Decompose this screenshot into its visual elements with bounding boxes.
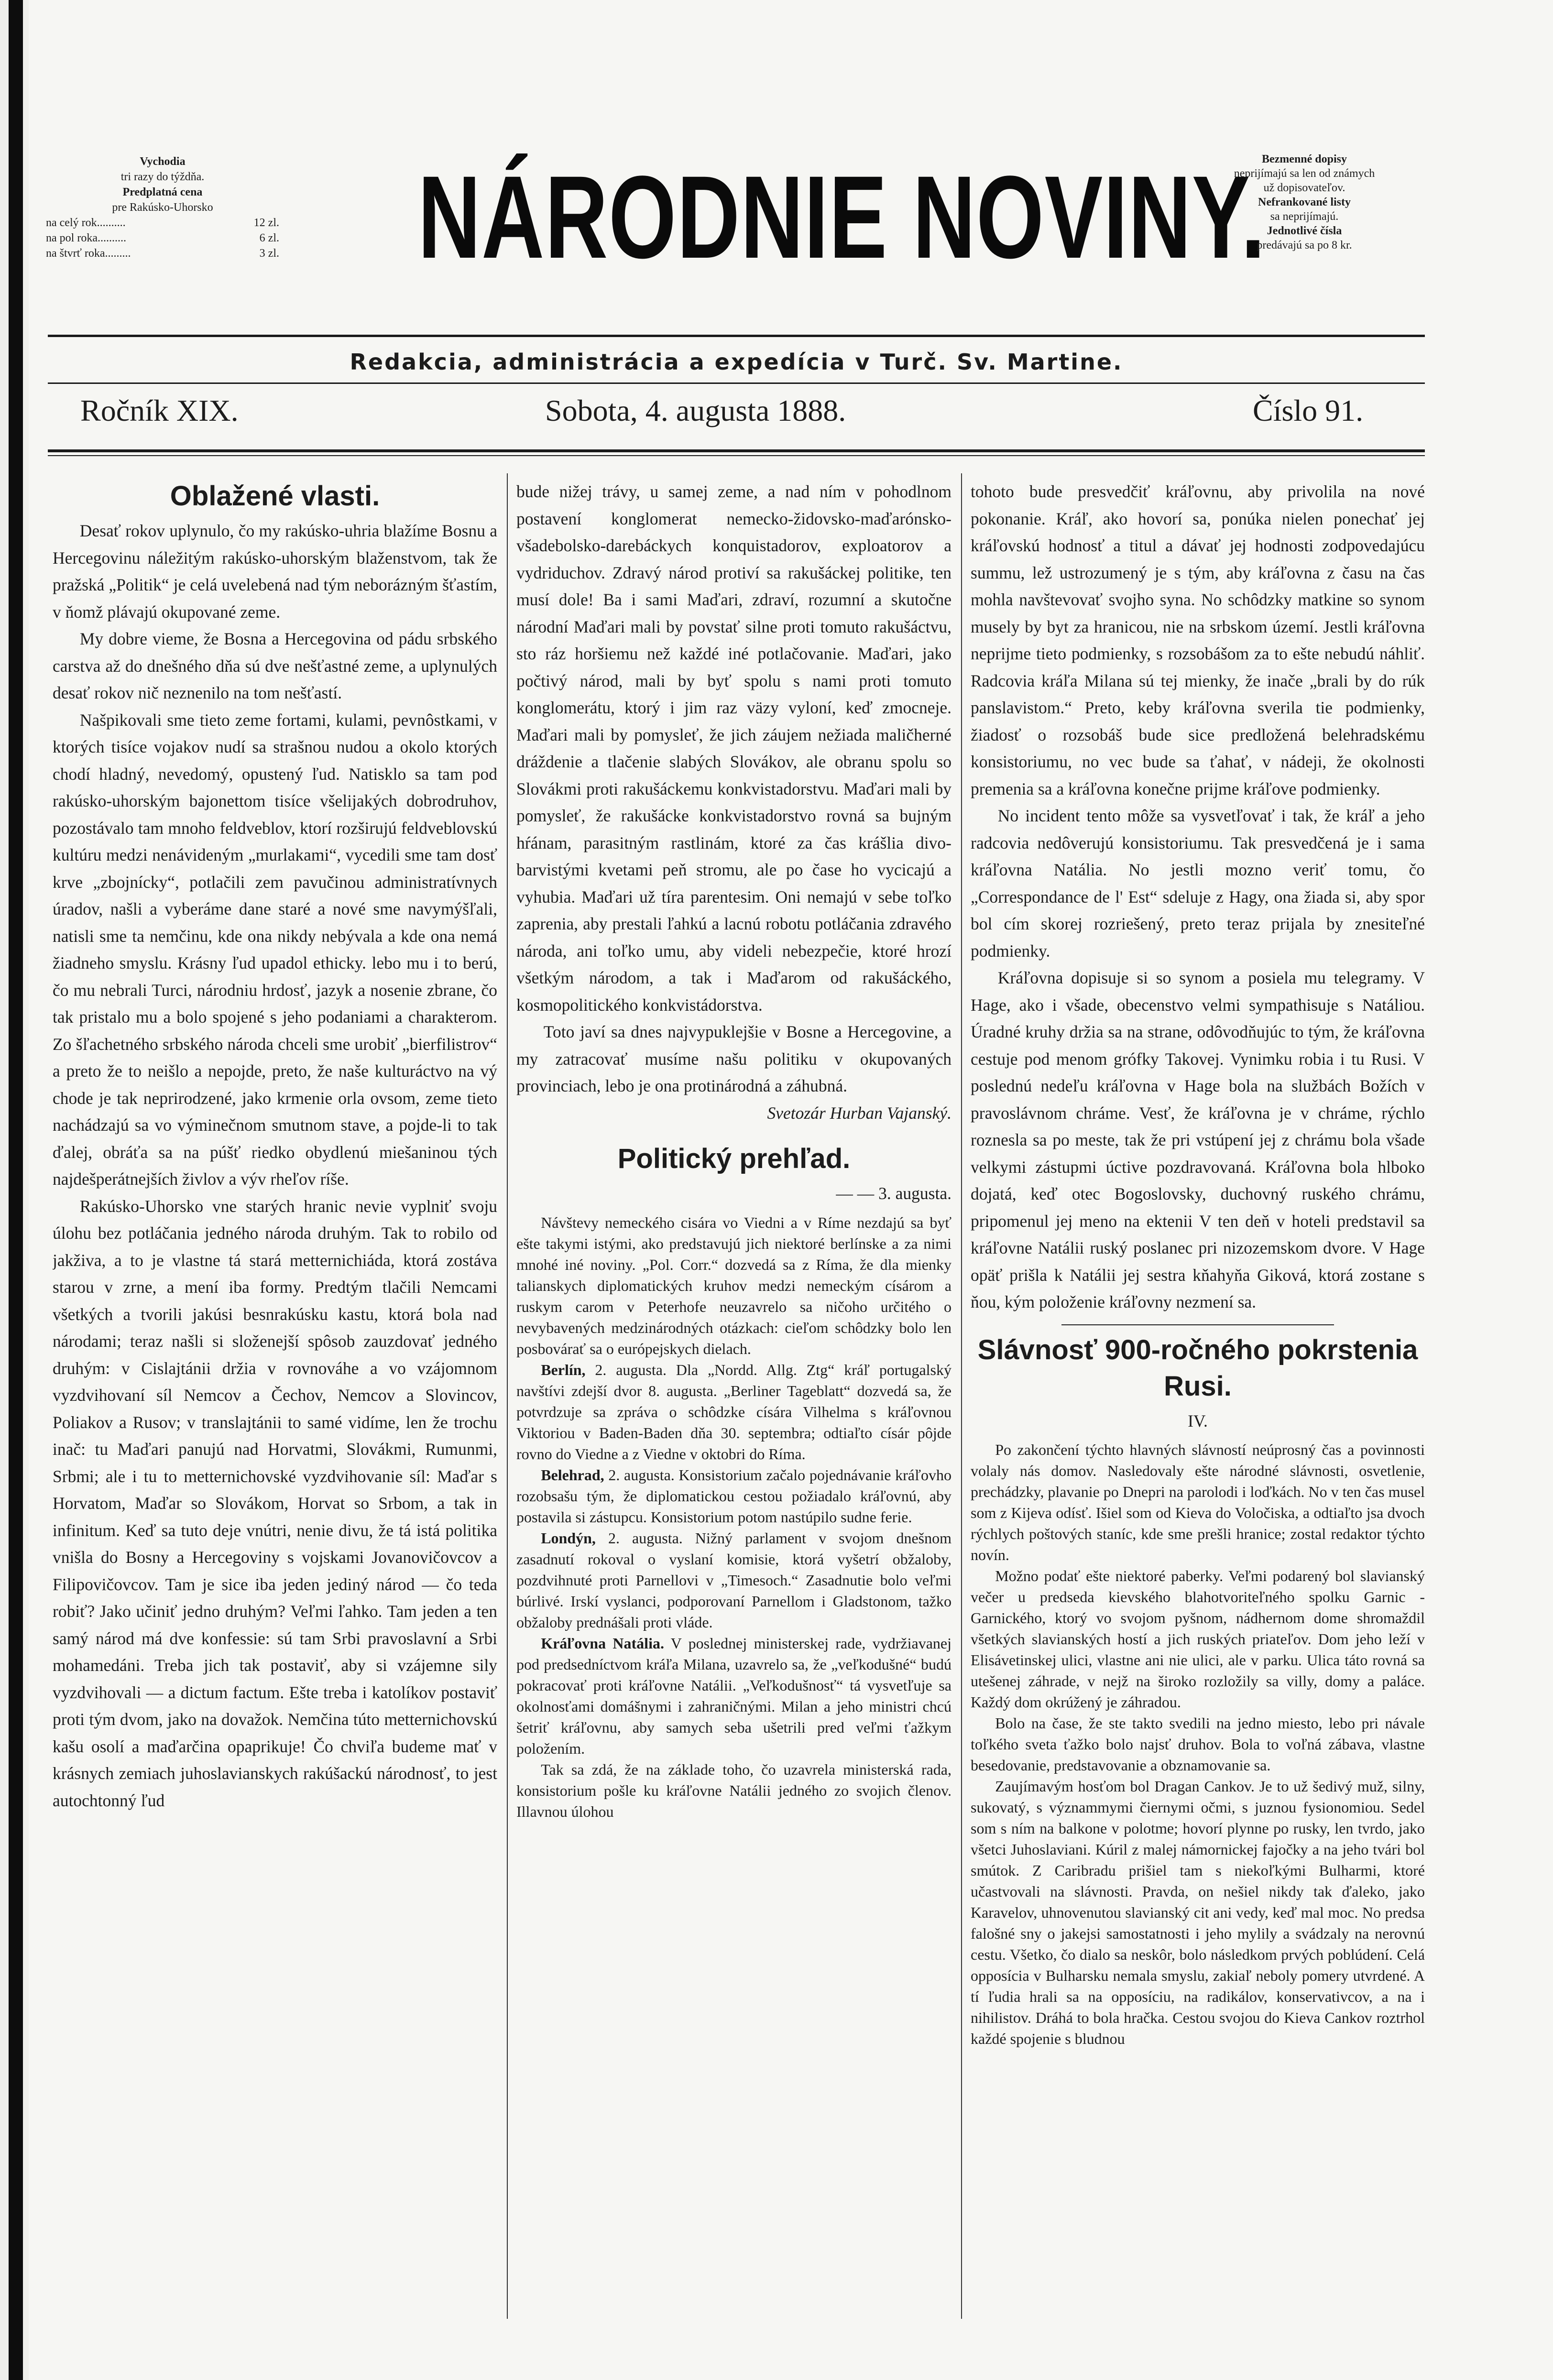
article-paragraph: Zaujímavým hosťom bol Dragan Cankov. Je to už šedivý muž, silny, sukovatý, s význammymi čiernymi očmi, s juznou fysionomiou. Sedel som s ním na balkone v polotme; hovorí plynne po rusky, len tvrdo, jako všetci Juhoslaviani. Kúril z malej námornickej fajočky a na jeho tvári bol smútok. Z Caribradu prišiel tam s niekoľkými Bulharmi, ktoré učastvovali na slávnosti. Pravda, on nešiel nikdy tak ďaleko, jako Karavelov, uhnovenutou slavianský cit ani vedy, keď mal moc. No predsa falošné sny o jakejsi samostatnosti i jeho mylily a svádzaly na nerovnú cestu. Všetko, čo dialo sa neskôr, bolo následkom prvých poblúdení. Celá opposícia v Bulharsku nemala smyslu, zakiaľ neboly pomery utvrdené. A tí ľudia hrali sa na opposíciu, na radikálov, konservativcov, a na i nihilistov. Dráhá to bola hračka. Cestou svojou do Kieva Cankov roztrhol každé spojenie s bludnou (971, 1778, 1425, 2047)
editorial-notice (1190, 152, 1419, 252)
notice-line: Bezmenné dopisy (1261, 153, 1347, 165)
subscription-info (46, 154, 279, 261)
issue-date: Sobota, 4. augusta 1888. (545, 393, 846, 427)
price-label: na celý rok.......... (46, 217, 126, 229)
info-line: Vychodia (140, 155, 186, 168)
price-row (46, 246, 279, 261)
news-text: 2. augusta. Nižný parlament v svojom dnešnom zasadnutí rokoval o vyslaní komisie, ktorá vyšetrí obžaloby, pozdvihnuté proti Parnellovi v „Timesoch.“ Zasadnutie bolo veľmi búrlivé. Irskí vyslanci, podporovaní Parnellom i Gladstonom, tažko obžaloby prednášali proti vláde. (516, 1529, 951, 1631)
article-paragraph: bude nižej trávy, u samej zeme, a nad ním v pohodlnom postavení konglomerat nemecko-židovsko-maďarónsko-všadebolsko-darebáckych konquistadorov, exploatorov a vydriduchov. Zdravý národ protiví sa rakušáckej politike, ten musí dole! Ba i sami Maďari, zdraví, rozumní a skutočne národní Maďari mali by povstať silne proti tomuto rakušáctvu, sto ráz horšiemu než každé iné potlačovanie. Maďari, jako počtivý národ, mali by byť spolu s nami proti tomuto konglomerátu, ktorý i jim raz väzy vyloní, keď zmocneje. Maďari mali by pomysleť, že jich záujem nežiada maličherné dráždenie a tlačenie slabých Slovákov, ale obranu spolu so Slovákmi proti rakušáckemu konkvistadorstvu. Maďari mali by pomysleť, že rakušácke konkvistadorstvo rovná sa bujným hŕánam, parasitným rastlinám, ktoré za čas krášlia divo-barvistými kvetami peň stromu, ale po čase ho vycicajú a vyhubia. Maďari už tíra parentesim. Oni nemajú v sebe toľko zaprenia, aby prestali ľahkú a lacnú robotu potláčania zdravého národa, ani toľko umu, aby videli nebezpečie, ktoré hrozí všetkým národom, a tak i Maďarom od rakušáckého, kosmopolitického konkvistádorstva. (516, 482, 951, 1015)
news-place: Londýn, (541, 1529, 596, 1547)
article-paragraph: tohoto bude presvedčiť kráľovnu, aby privolila na nové pokonanie. Kráľ, ako hovorí sa, ponúka nielen ponechať jej kráľovskú hodnosť a titul a dávať jej hodnosti zodpovedajúcu summu, lež ustrozumený je s tým, aby kráľovna z času na čas mohla navštevovať svojho syna. No schôdzky matkine so synom musely by byt za hranicou, nie na srbskom území. Jestli kráľovna neprijme tieto podmienky, s rozsobášom za to ešte nebudú náhliť. Radcovia kráľa Milana sú tej mienky, že inače „brali by do rúk panslavistom.“ Preto, keby kráľovna sverila tie podmienky, žiadosť o rozsobáš bude sice predložená belehradskému konsistoriumu, no vec bude sa ťahať, v nádeji, že okolnosti premenia sa a kráľovna konečne prijme kráľove podmienky. (971, 482, 1425, 798)
article-paragraph: Možno podať ešte niektoré paberky. Veľmi podarený bol slavianský večer u predseda kievského blahotvoriteľného spolku Garnic - Garnického, ktorý vo svojom pyšnom, nádhernom dome shromaždil všetkých slavianských hostí a jich ruských priateľov. Dom jeho leží v Elisávetinskej ulici, vlastne ani nie ulici, ale v parku. Ulica táto rovná sa utešenej záhrade, v nejž na široko rozložily sa villy, domy a paláce. Každý dom okrúžený je záhradou. (971, 1567, 1425, 1711)
section-date: — — 3. augusta. (836, 1184, 951, 1203)
newspaper-title: NÁRODNIE NOVINY. (418, 152, 1266, 283)
masthead-rule (48, 382, 1425, 384)
column-divider (507, 473, 508, 2319)
price-value: 12 zl. (253, 217, 279, 229)
serial-block (971, 1439, 1425, 2049)
notice-line: Nefrankované listy (1258, 196, 1351, 208)
header-rule (48, 455, 1425, 456)
section-title: Politický prehľad. (617, 1143, 851, 1174)
news-block (516, 1212, 951, 1822)
article-paragraph: My dobre vieme, že Bosna a Hercegovina od pádu srbského carstva až do dnešného dňa sú dve nešťastné zeme, a uplynulých desať rokov nič neznenilo na tom nešťastí. (53, 629, 497, 702)
news-item (516, 1633, 951, 1759)
news-paragraph: Tak sa zdá, že na základe toho, čo uzavrela ministerská rada, konsistorium pošle ku kráľovne Natálii jedného zo svojich členov. Illavnou úlohou (516, 1760, 951, 1820)
article-paragraph: Bolo na čase, že ste takto svedili na jedno miesto, lebo pri návale toľkého sveta ťažko bolo najsť druhov. Bola to voľná zábava, vlastne besedovanie, predstavovanie a obznamovanie sa. (971, 1714, 1425, 1774)
article-paragraph: No incident tento môže sa vysvetľovať i tak, že kráľ a jeho radcovia nedôverujú konsistoriumu. Tak presvedčená je i sama kráľovna Natália. No jestli mozno veriť tomu, čo „Correspondance de l' Est“ sdeluje z Hagy, ona žiada si, aby spor bol cím skorej rozriešený, preto teraz prijala by znesiteľné podmienky. (971, 806, 1425, 961)
volume-number: Ročník XIX. (80, 393, 239, 427)
notice-line: sa neprijímajú. (1270, 210, 1339, 223)
news-head: Kráľovna Natália. (541, 1634, 664, 1652)
price-value: 3 zl. (259, 247, 279, 260)
price-row (46, 215, 279, 230)
author-signature: Svetozár Hurban Vajanský. (767, 1103, 951, 1123)
redakcia-line: Redakcia, administrácia a expedícia v Turč. Sv. Martine. (350, 349, 1123, 375)
news-item (516, 1464, 951, 1528)
section-title: Slávnosť 900-ročného pokrstenia Rusi. (977, 1334, 1418, 1402)
news-place: Belehrad, (541, 1466, 604, 1484)
info-line: tri razy do týždňa. (120, 171, 205, 183)
price-label: na štvrť roka......... (46, 247, 131, 260)
news-text: 2. augusta. Konsistorium začalo pojednávanie kráľovho rozobsašu tým, že diplomatickou cestou požiadalo kráľovnú, aby postavila si zástupcu. Konsistorium potom nastúpilo sudne ferie. (516, 1466, 951, 1526)
notice-line: Jednotlivé čísla (1267, 225, 1342, 237)
notice-line: neprijímajú sa len od známych (1234, 167, 1375, 180)
info-line: pre Rakúsko-Uhorsko (112, 201, 213, 214)
masthead-rule (48, 335, 1425, 337)
header-rule (48, 449, 1425, 452)
issue-number: Číslo 91. (1253, 393, 1364, 427)
news-paragraph: Návštevy nemeckého cisára vo Viedni a v Ríme nezdajú sa byť ešte takymi istými, ako predstavujú jich niektoré berlínske a za nimi mnohé iné noviny. „Pol. Corr.“ dozvedá sa z Ríma, že dla mienky talianskych diplomatických kruhov medzi nemeckým císárom a ruskym carom v Peterhofe neuzavrelo sa ničoho určitého o nevybavených medzinárodných otázkach: cieľom schôdzky bolo len posbovárať sa o európejskych dielach. (516, 1213, 951, 1357)
part-number: IV. (1188, 1411, 1208, 1430)
article-paragraph: Rakúsko-Uhorsko vne starých hranic nevie vyplniť svoju úlohu bez potláčania jedného národa druhým. Tak to robilo od jakživa, a to je vlastne tá stará metternichiáda, ktorá zostáva starou v zrne, a mení iba formy. Predtým tlačili Nemcami všetkých a tvorili jakúsi besnrakúsku kastu, ktorá bola nad národami; teraz našli si složenejší spôsob zauzdovať jedného druhým: v Cislajtánii držia v rovnováhe a vo vzájomnom vyzdvihovaní síl Nemcov a Čechov, Nemcov a Slovincov, Poliakov a Rusov; v translajtánii to samé vidíme, len že trochu inač: tu Maďari panujú nad Horvatmi, Slovákmi, Rumunmi, Srbmi; ale i tu to metternichovské vyzdvihovanie síl: Maďar s Horvatom, Maďar so Slovákom, Horvat so Srbom, a tak in infinitum. Keď sa tuto deje vnútri, nenie divu, že tá istá politika vnišla do Bosny a Hercegoviny s vojskami Jovanovičovcov a Filipovičovcov. Tam je sice iba jeden jediný národ — čo teda robiť? Jako učiniť jedno druhým? Veľmi ľahko. Tam jeden a ten samý národ má dve konfessie: sú tam Srbi pravoslavní a Srbi mohamedáni. Treba jich tak postaviť, aby si vzájemne sily vyzdvihovali — a dictum factum. Ešte treba i katolíkov postaviť proti tým dvom, jako na dovažok. Nemčina túto metternichovskú kašu osolí a maďarčina opaprikuje! Čo chviľa budeme mať v krásnych zemiach juhoslavianskych rakúšackú národnosť, to jest autochtonný ľud (53, 1196, 497, 1810)
price-row (46, 230, 279, 246)
notice-line: už dopisovateľov. (1263, 182, 1345, 194)
news-item (516, 1528, 951, 1633)
scan-edge-bar (9, 0, 23, 2380)
article-paragraph: Našpikovali sme tieto zeme fortami, kulami, pevnôstkami, v ktorých tisíce vojakov nudí sa strašnou nudou a okolo ktorých chodí hladný, nevedomý, opustený ľud. Natisklo sa tam pod rakúsko-uhorským bajonettom tisíce všelijakých dobrodruhov, pozostávalo tam mnoho feldveblov, ktorí rozširujú feldveblovskú kultúru medzi nenávideným „murlakami“, vycedili sme tam dosť krve „zbojnícky“, potlačili zem pavučinou administratívnych úradov, našli a vyberáme dane staré a nové sme navymýšľali, natisli sme ta nemčinu, kde ona nikdy nebývala a kde ona nemá žiadneho smyslu. Krásny ľud upadol ethicky. lebo mu i to berú, čo mu nebrali Turci, národniu hrdosť, jazyk a nosenie zbrane, čo tak pristalo mu a bolo spojené s jeho podaniami a charakterom. Zo šľachetného srbského národa chceli sme urobiť „bierfilistrov“ a preto že to neišlo a nepojde, preto, že naše kulturáctvo na vý chode je tak neprirodzené, jako krmenie orla ovsom, zeme tieto nachádzajú sa vo výminečnom smutnom stave, a pojde-li to tak ďalej, obráťa sa na púšť riedko obydlenú miešaninou tých najdešperátnejších živlov a výv rheľov ríše. (53, 710, 497, 1189)
column-1 (53, 478, 497, 2314)
section-rule (1061, 1324, 1334, 1325)
article-paragraph: Kráľovna dopisuje si so synom a posiela mu telegramy. V Hage, ako i všade, obecenstvo velmi sympathisuje s Natáliou. Úradné kruhy držia sa na strane, odôvodňujúc to tým, že kráľovna cestuje pod menom grófky Takovej. Vynimku robia i tu Rusi. V poslednú nedeľu kráľovna v Hage bola na službách Božích v pravoslávnom chráme. Vesť, že kráľovna je v chráme, rýchlo roznesla sa po meste, tak že pri vstúpení jej z chrámu bola všade velkymi zástupmi úctive pozdravovaná. Kráľovna bola hlboko dojatá, keď otec Bogoslovsky, duchovný ruského chrámu, pripomenul jej meno na ektenii V ten deň v hoteli predstavil sa kráľovne Natálii ruský poslanec pri nizozemskom dvore. V Hage opäť prišla k Natálii jej sestra kňahyňa Giková, ktorá zostane s ňou, kým položenie kráľovny nezmení sa. (971, 968, 1425, 1311)
news-place: Berlín, (541, 1361, 586, 1378)
article-paragraph: Desať rokov uplynulo, čo my rakúsko-uhria blažíme Bosnu a Hercegovinu náležitým rakúsko-uhorským blaženstvom, tak že pražská „Politik“ je celá uvelebená nad tým neborázným šťastím, v ňomž plávajú okupované zeme. (53, 521, 497, 622)
notice-line: predávajú sa po 8 kr. (1257, 239, 1352, 251)
price-value: 6 zl. (259, 232, 279, 244)
article-paragraph: Toto javí sa dnes najvypuklejšie v Bosne a Hercegovine, a my zatracovať musíme našu politiku v okupovaných provinciach, lebo je ona protinárodná a záhubná. (516, 1022, 951, 1095)
news-text: 2. augusta. Dla „Nordd. Allg. Ztg“ kráľ portugalský navštívi zdejší dvor 8. augusta. „Berliner Tageblatt“ dozvedá sa, že potvrdzuje sa zpráva o schôdzke císára Vilhelma s kráľovnou Viktoriou v Baden-Baden dňa 30. septembra; odtiaľto císár pôjde rovno do Viedne a z Viedne v oktobri do Ríma. (516, 1361, 951, 1463)
news-item (516, 1359, 951, 1464)
column-divider (961, 473, 962, 2319)
column-2 (516, 478, 951, 2314)
article-title: Oblažené vlasti. (170, 480, 380, 512)
article-paragraph: Po zakončení týchto hlavných slávností neúprosný čas a povinnosti volaly nás domov. Nasledovaly ešte národné slávnosti, osvetlenie, prechádzky, plavanie po Dnepri na parolodi i loďkách. No v ten čas musel som z Kijeva odísť. Išiel som od Kieva do Voločiska, a odtiaľto jsa dvoch rýchlych poštových staníc, kde sme prešli hranice; zostal redaktor týchto novín. (971, 1441, 1425, 1563)
info-line: Predplatná cena (122, 186, 203, 198)
price-label: na pol roka.......... (46, 232, 126, 244)
column-3 (971, 478, 1425, 2314)
news-text: V poslednej ministerskej rade, vydržiavanej pod predsedníctvom kráľa Milana, uzavrelo sa, že „veľkodušné“ budú pokracovať proti kráľovne Natálii. „Veľkodušnosť“ tá vysvetľuje sa okolnosťami domášnymi i zahraničnými. Milan a jeho ministri chcú šetriť kráľovnu, aby samych seba ušetrili pred veľmi ťažkym položením. (516, 1634, 951, 1757)
